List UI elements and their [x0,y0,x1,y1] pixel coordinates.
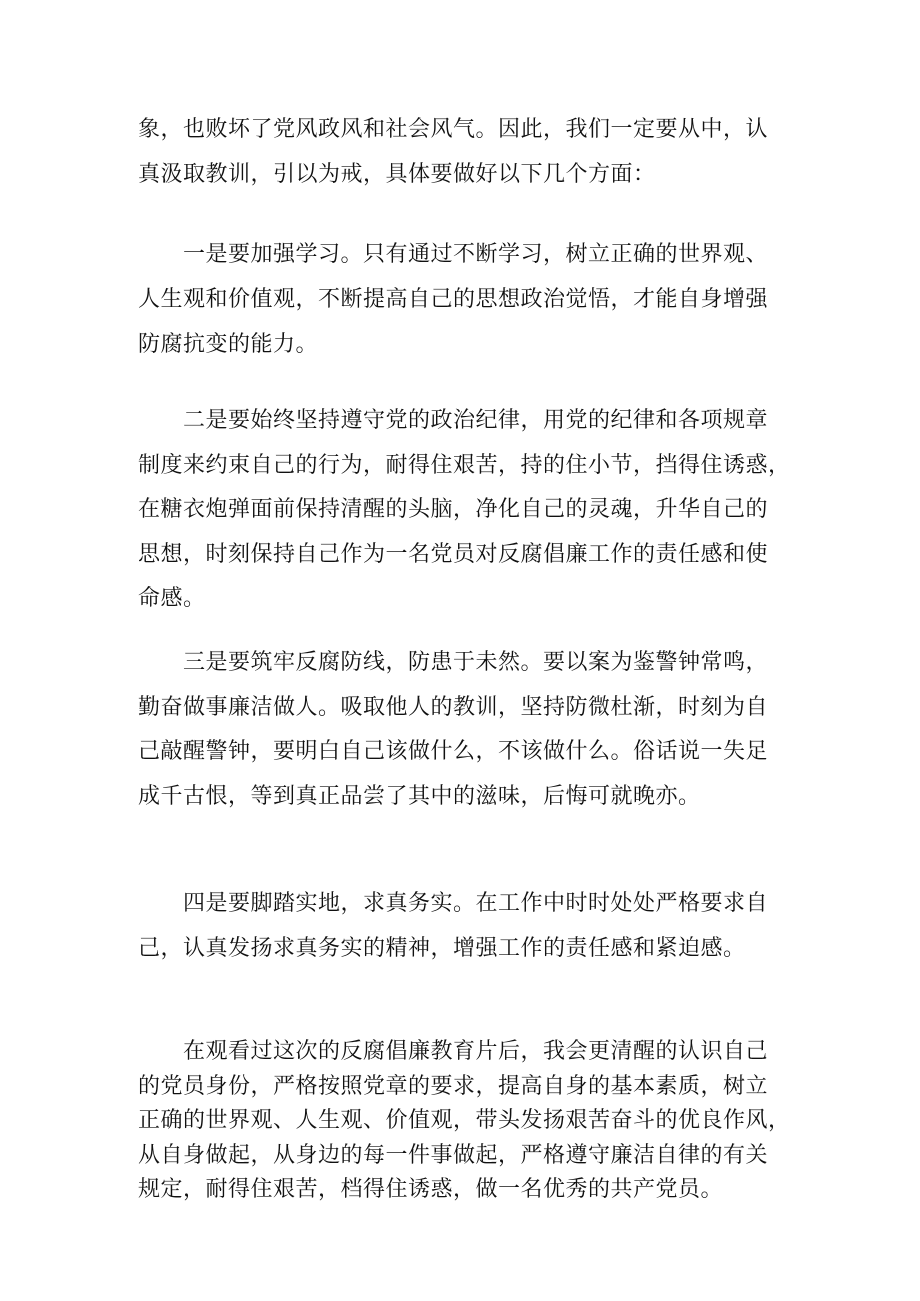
paragraph-intro-continuation: 象，也败坏了党风政风和社会风气。因此，我们一定要从中，认 真汲取教训，引以为戒，具体要做好以下几个方面： [138,117,769,187]
paragraph-point-one: 一是要加强学习。只有通过不断学习，树立正确的世界观、 人生观和价值观，不断提高自己的思想政治觉悟，才能自身增强 防腐抗变的能力。 [138,242,769,357]
paragraph-point-two: 二是要始终坚持遵守党的政治纪律，用党的纪律和各项规章 制度来约束自己的行为，耐得住艰苦，持的住小节，挡得住诱惑， 在糖衣炮弹面前保持清醒的头脑，净化自己的灵魂，升华自己的 思想，时刻保持自己作为一名党员对反腐倡廉工作的责任感和使 命感。 [138,408,791,611]
paragraph-conclusion: 在观看过这次的反腐倡廉教育片后，我会更清醒的认识自己 的党员身份，严格按照党章的要求，提高自身的基本素质，树立 正确的世界观、人生观、价值观，带头发扬艰苦奋斗的优良作风， 从自身做起，从身边的每一件事做起，严格遵守廉洁自律的有关 规定，耐得住艰苦，档得住诱惑，做一名优秀的共产党员。 [138,1039,791,1202]
paragraph-point-three: 三是要筑牢反腐防线，防患于未然。要以案为鉴警钟常鸣， 勤奋做事廉洁做人。吸取他人的教训，坚持防微杜渐，时刻为自 己敲醒警钟，要明白自己该做什么，不该做什么。俗话说一失足 成千古恨，等到真正品尝了其中的滋味，后悔可就晚亦。 [138,650,769,809]
paragraph-point-four: 四是要脚踏实地，求真务实。在工作中时时处处严格要求自 己，认真发扬求真务实的精神，增强工作的责任感和紧迫感。 [138,891,769,961]
